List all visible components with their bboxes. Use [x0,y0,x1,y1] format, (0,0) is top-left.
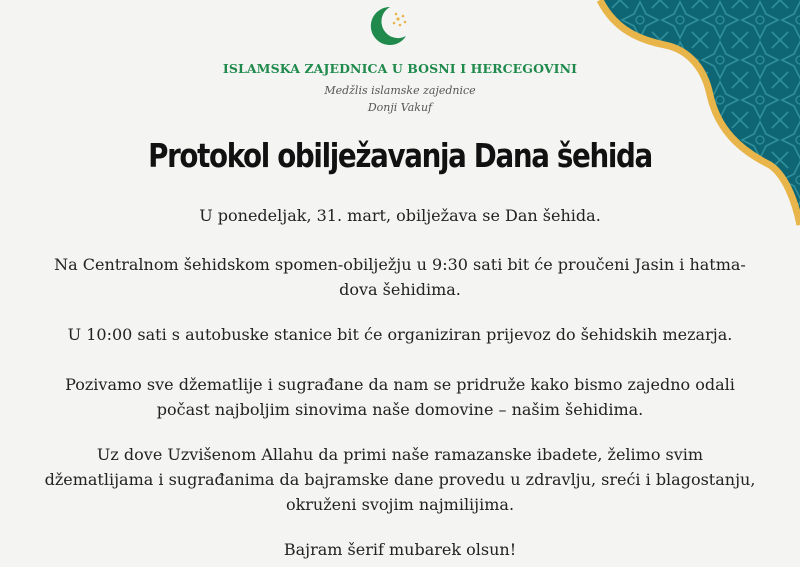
paragraph-invitation [20,372,780,422]
paragraph-line: Uz dove Uzvišenom Allahu da primi naše ramazanske ibadete, želimo svim [96,445,704,464]
paragraph-transport [20,322,780,347]
paragraph-line: okruženi svojim najmilijima. [285,495,515,514]
paragraph-line: Bajram šerif mubarek olsun! [283,540,517,559]
paragraph-memorial [20,252,780,302]
paragraph-line: džematlijama i sugrađanima da bajramske dane provedu u zdravlju, sreći i blagostanju, [44,470,756,489]
paragraph-line: U ponedeljak, 31. mart, obilježava se Dan šehida. [199,206,601,225]
paragraph-greeting [20,537,780,562]
organization-name: ISLAMSKA ZAJEDNICA U BOSNI I HERCEGOVINI [222,61,578,76]
paragraph-line: U 10:00 sati s autobuske stanice bit će organiziran prijevoz do šehidskih mezarja. [67,325,733,344]
crescent-and-star-icon [367,3,413,49]
paragraph-line: dova šehidima. [339,280,461,299]
paragraph-wishes [20,442,780,517]
paragraph-line: Pozivamo sve džematlije i sugrađane da nam se pridruže kako bismo zajedno odali [65,375,735,394]
page-title: Protokol obilježavanja Dana šehida [148,136,652,175]
paragraph-line: Na Centralnom šehidskom spomen-obilježju u 9:30 sati bit će proučeni Jasin i hatma- [54,255,746,274]
paragraph-line: počast najboljim sinovima naše domovine – našim šehidima. [156,400,644,419]
city-name: Donji Vakuf [367,101,433,114]
council-name: Medžlis islamske zajednice [324,84,476,97]
paragraph-date [20,203,780,228]
